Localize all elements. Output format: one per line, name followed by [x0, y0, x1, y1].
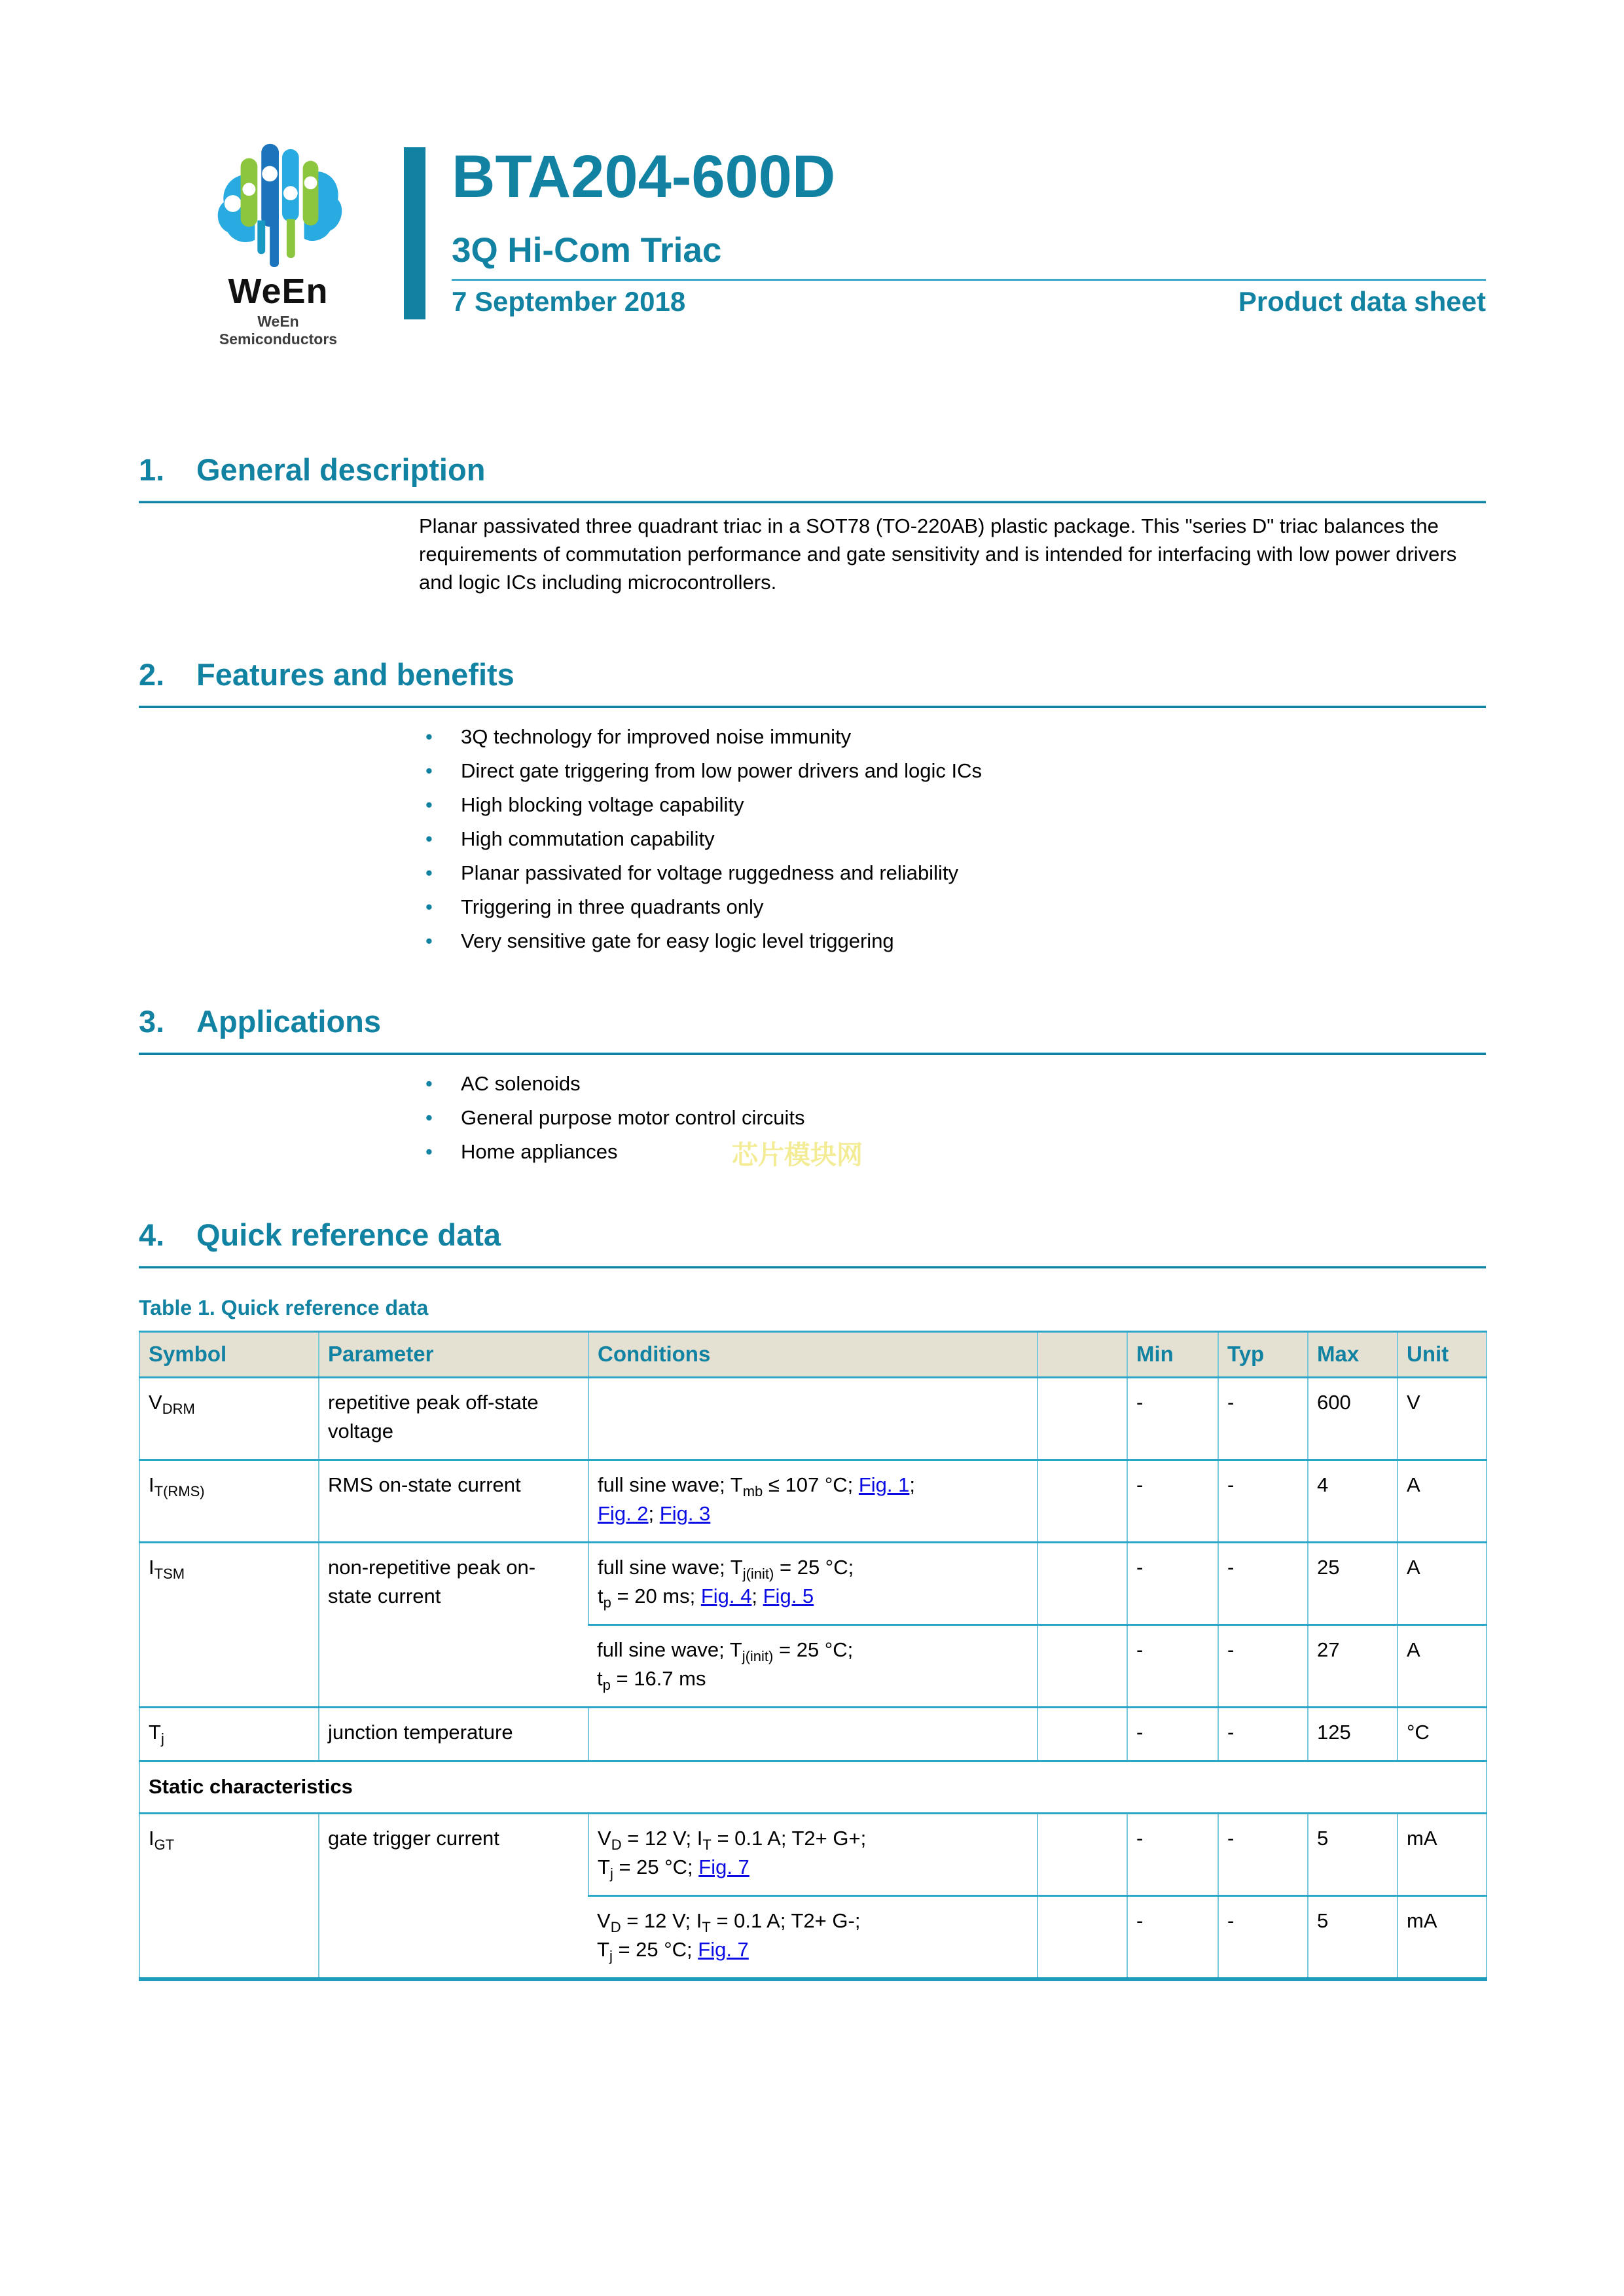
section-title: General description — [196, 452, 486, 487]
cell-parameter: non-repetitive peak on-state current — [319, 1543, 588, 1708]
cell-parameter: junction temperature — [319, 1708, 588, 1761]
section-number: 3. — [139, 1004, 165, 1039]
cell-symbol: $T_j$ — [139, 1708, 319, 1761]
table-caption: Table 1. Quick reference data — [139, 1296, 429, 1319]
table-row — [139, 1814, 1487, 1896]
page-title: BTA204-600D — [452, 143, 836, 210]
applications-list — [422, 1069, 1486, 1166]
section-heading-features — [139, 658, 1486, 692]
cell-unit: A — [1398, 1543, 1487, 1625]
cell-unit: V — [1398, 1378, 1487, 1460]
list-item: • AC solenoids — [422, 1069, 1486, 1098]
ween-brain-logo-icon — [213, 136, 343, 272]
header-divider — [452, 279, 1486, 281]
list-item: • High blocking voltage capability — [422, 791, 1486, 819]
logo-brand-text: WeEn — [228, 272, 329, 311]
cell-max: 125 — [1308, 1708, 1398, 1761]
doc-date: 7 September 2018 — [452, 286, 686, 317]
subscript: mb — [742, 1483, 763, 1499]
fig-link[interactable]: Fig. 2 — [598, 1502, 649, 1525]
cell-conditions: full sine wave; $T_{j(init)} = 25$ °C; $t_p = 16.7$ ms — [588, 1625, 1038, 1708]
cell-max: 5 — [1308, 1814, 1398, 1896]
subscript: j — [160, 1731, 164, 1747]
doc-type-label: Product data sheet — [1238, 286, 1486, 317]
cell-max: 27 — [1308, 1625, 1398, 1708]
list-item: • High commutation capability — [422, 825, 1486, 853]
cell-max: 600 — [1308, 1378, 1398, 1460]
cell-max: 25 — [1308, 1543, 1398, 1625]
cell-conditions: full sine wave; $T_{j(init)} = 25$ °C; $t_p = 20$ ms; Fig. 4; Fig. 5 — [588, 1543, 1038, 1625]
main-content — [139, 453, 1486, 1981]
list-item: • 3Q technology for improved noise immunity — [422, 723, 1486, 751]
column-header-spacer — [1038, 1332, 1127, 1378]
cell-conditions — [588, 1378, 1038, 1460]
cell-conditions: $V_D = 12$ V; $I_T = 0.1$ A; T2+ G+; $T_j = 25$ °C; Fig. 7 — [588, 1814, 1038, 1896]
cell-typ: - — [1218, 1708, 1308, 1761]
cell-typ: - — [1218, 1543, 1308, 1625]
list-item: • Triggering in three quadrants only — [422, 893, 1486, 921]
cell-typ: - — [1218, 1625, 1308, 1708]
table-row — [139, 1761, 1487, 1814]
section-rule — [139, 706, 1486, 708]
subscript: D — [610, 1919, 621, 1935]
cell-min: - — [1127, 1460, 1218, 1543]
column-header-parameter: Parameter — [319, 1332, 588, 1378]
cell-spacer — [1038, 1708, 1127, 1761]
table-section-header: Static characteristics — [139, 1761, 1487, 1814]
section-number: 4. — [139, 1217, 165, 1252]
section-number: 2. — [139, 657, 165, 692]
subscript: DRM — [162, 1401, 195, 1417]
cell-spacer — [1038, 1460, 1127, 1543]
list-item: • Very sensitive gate for easy logic level triggering — [422, 927, 1486, 955]
subscript: j(init) — [742, 1648, 774, 1664]
subscript: p — [602, 1677, 611, 1693]
section-rule — [139, 1052, 1486, 1055]
column-header-min: Min — [1127, 1332, 1218, 1378]
watermark: 芯片模块网 — [732, 1141, 863, 1170]
cell-typ: - — [1218, 1896, 1308, 1980]
cell-unit: mA — [1398, 1896, 1487, 1980]
section-rule — [139, 501, 1486, 503]
cell-min: - — [1127, 1625, 1218, 1708]
subscript: j — [609, 1865, 613, 1882]
table-body — [139, 1378, 1487, 1980]
list-item: • Direct gate triggering from low power drivers and logic ICs — [422, 757, 1486, 785]
cell-symbol: $I_{TSM}$ — [139, 1543, 319, 1708]
subscript: TSM — [154, 1566, 185, 1582]
column-header-unit: Unit — [1398, 1332, 1487, 1378]
column-header-conditions: Conditions — [588, 1332, 1038, 1378]
cell-spacer — [1038, 1896, 1127, 1980]
table-row — [139, 1378, 1487, 1460]
cell-parameter: gate trigger current — [319, 1814, 588, 1980]
cell-spacer — [1038, 1378, 1127, 1460]
cell-unit: °C — [1398, 1708, 1487, 1761]
fig-link[interactable]: Fig. 7 — [698, 1938, 749, 1961]
section-heading-applications — [139, 1005, 1486, 1039]
section-title: Applications — [196, 1004, 382, 1039]
subscript: T(RMS) — [154, 1483, 205, 1499]
cell-symbol: $I_{GT}$ — [139, 1814, 319, 1980]
cell-typ: - — [1218, 1460, 1308, 1543]
section-number: 1. — [139, 452, 165, 487]
cell-max: 4 — [1308, 1460, 1398, 1543]
cell-unit: A — [1398, 1625, 1487, 1708]
cell-parameter: RMS on-state current — [319, 1460, 588, 1543]
cell-unit: A — [1398, 1460, 1487, 1543]
title-accent-bar — [404, 147, 425, 319]
cell-max: 5 — [1308, 1896, 1398, 1980]
table-row — [139, 1543, 1487, 1625]
cell-min: - — [1127, 1378, 1218, 1460]
section-heading-quick-reference — [139, 1218, 1486, 1252]
fig-link[interactable]: Fig. 1 — [858, 1473, 910, 1496]
cell-typ: - — [1218, 1814, 1308, 1896]
table-row — [139, 1708, 1487, 1761]
table-row — [139, 1460, 1487, 1543]
cell-spacer — [1038, 1814, 1127, 1896]
fig-link[interactable]: Fig. 7 — [698, 1856, 749, 1878]
list-item: • Home appliances — [422, 1138, 1486, 1166]
page-subtitle: 3Q Hi-Com Triac — [452, 231, 722, 270]
subscript: j(init) — [742, 1566, 774, 1582]
cell-min: - — [1127, 1814, 1218, 1896]
section-title: Quick reference data — [196, 1217, 501, 1252]
cell-min: - — [1127, 1896, 1218, 1980]
list-item: • General purpose motor control circuits — [422, 1103, 1486, 1132]
cell-min: - — [1127, 1543, 1218, 1625]
quick-reference-table — [139, 1331, 1487, 1981]
subscript: p — [603, 1594, 611, 1611]
section-rule — [139, 1266, 1486, 1268]
table-header-row — [139, 1332, 1487, 1378]
cell-conditions — [588, 1708, 1038, 1761]
fig-link[interactable]: Fig. 5 — [763, 1585, 814, 1607]
list-item: • Planar passivated for voltage ruggedness and reliability — [422, 859, 1486, 887]
column-header-typ: Typ — [1218, 1332, 1308, 1378]
features-list — [422, 723, 1486, 955]
subscript: T — [702, 1919, 711, 1935]
fig-link[interactable]: Fig. 4 — [700, 1585, 752, 1607]
cell-conditions: full sine wave; $T_{mb} \le 107$ °C; Fig. 1; Fig. 2; Fig. 3 — [588, 1460, 1038, 1543]
cell-spacer — [1038, 1625, 1127, 1708]
subscript: GT — [154, 1837, 175, 1853]
cell-symbol: $I_{T(RMS)}$ — [139, 1460, 319, 1543]
fig-link[interactable]: Fig. 3 — [659, 1502, 711, 1525]
cell-unit: mA — [1398, 1814, 1487, 1896]
column-header-symbol: Symbol — [139, 1332, 319, 1378]
cell-min: - — [1127, 1708, 1218, 1761]
cell-typ: - — [1218, 1378, 1308, 1460]
section-title: Features and benefits — [196, 657, 514, 692]
header-meta-row — [452, 286, 1486, 317]
cell-spacer — [1038, 1543, 1127, 1625]
subscript: D — [611, 1837, 622, 1853]
subscript: j — [609, 1948, 613, 1964]
section-heading-general-description — [139, 453, 1486, 487]
cell-symbol: $V_{DRM}$ — [139, 1378, 319, 1460]
ween-logo-block — [211, 136, 346, 348]
logo-caption: WeEn Semiconductors — [219, 313, 338, 348]
column-header-max: Max — [1308, 1332, 1398, 1378]
subscript: T — [702, 1837, 712, 1853]
cell-conditions: $V_D = 12$ V; $I_T = 0.1$ A; T2+ G-; $T_j = 25$ °C; Fig. 7 — [588, 1896, 1038, 1980]
cell-parameter: repetitive peak off-state voltage — [319, 1378, 588, 1460]
general-description-paragraph: Planar passivated three quadrant triac in a SOT78 (TO-220AB) plastic package. This "series D" triac balances the requirements of commutation performance and gate sensitivity and is intended for interfacing with low power drivers and logic ICs including microcontrollers. — [419, 514, 1457, 594]
